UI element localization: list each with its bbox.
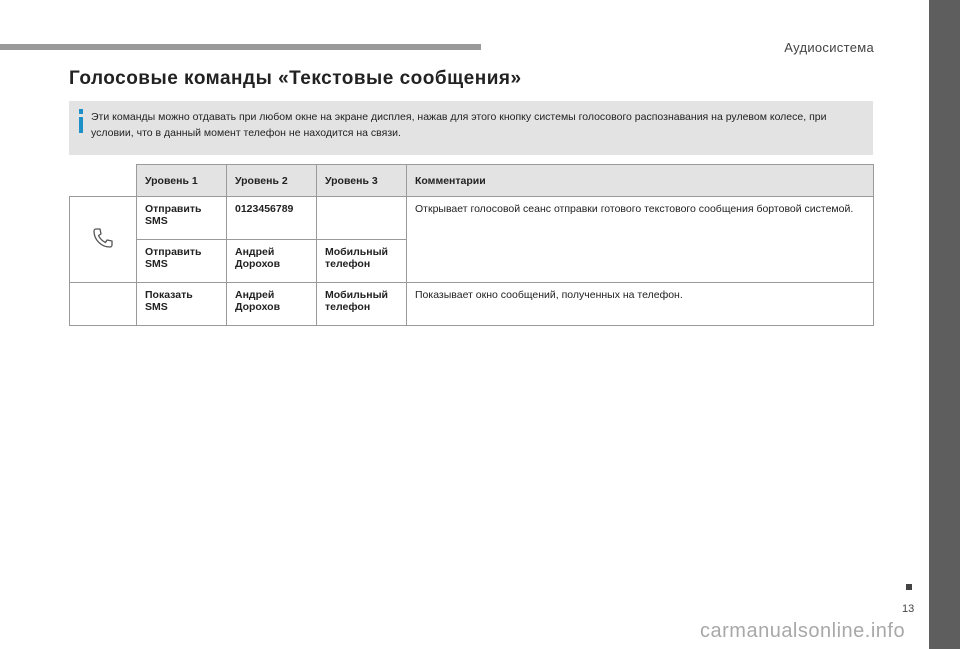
page-marker [906,584,912,590]
header-blank [70,165,137,197]
cell-level1: Отправить SMS [137,197,227,240]
header-level2: Уровень 2 [227,165,317,197]
page-number: 13 [902,603,915,615]
header-comments: Комментарии [407,165,874,197]
cell-level3: Мобильный телефон [317,240,407,283]
cell-level2: Андрей Дорохов [227,283,317,326]
top-rule [0,44,481,50]
header-level3: Уровень 3 [317,165,407,197]
info-text: Эти команды можно отдавать при любом окне на экране дисплея, нажав для этого кнопку системы голосового распознавания на рулевом колесе, при условии, что в данный момент телефон не находится на связи. [91,111,827,139]
page-title: Голосовые команды «Текстовые сообщения» [69,68,522,89]
commands-table [69,164,874,326]
info-box [69,101,873,155]
cell-level2: 0123456789 [227,197,317,240]
table-header-row [70,165,874,197]
watermark: carmanualsonline.info [700,620,906,642]
cell-level1: Отправить SMS [137,240,227,283]
cell-comment: Открывает голосовой сеанс отправки готового текстового сообщения бортовой системой. [407,197,874,283]
table-row [70,283,874,326]
info-icon [76,109,86,141]
cell-level3: Мобильный телефон [317,283,407,326]
table-row [70,197,874,240]
header-level1: Уровень 1 [137,165,227,197]
icon-cell [70,197,137,283]
cell-level1: Показать SMS [137,283,227,326]
icon-cell-empty [70,283,137,326]
cell-comment: Показывает окно сообщений, полученных на телефон. [407,283,874,326]
cell-level2: Андрей Дорохов [227,240,317,283]
right-sidebar-bar [929,0,960,649]
section-title: Аудиосистема [784,40,874,55]
phone-icon [91,226,115,250]
cell-level3 [317,197,407,240]
